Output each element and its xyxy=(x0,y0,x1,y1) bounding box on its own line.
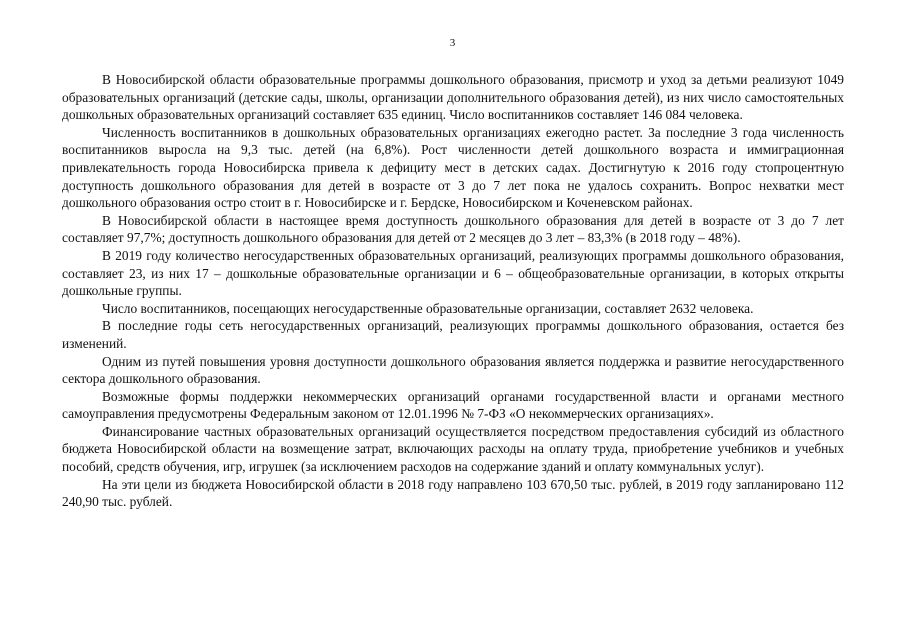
paragraph-6: В последние годы сеть негосударственных организаций, реализующих программы дошкольного образования, остается без изменений. xyxy=(62,318,844,351)
paragraph-1: В Новосибирской области образовательные программы дошкольного образования, присмотр и уход за детьми реализуют 1049 образовательных организаций (детские сады, школы, организации дополнительного образования детей), из них число самостоятельных дошкольных образовательных организаций составляет 635 единиц. Число воспитанников составляет 146 084 человека. xyxy=(62,72,844,123)
paragraph-9: Финансирование частных образовательных организаций осуществляется посредством предоставления субсидий из областного бюджета Новосибирской области на возмещение затрат, включающих расходы на оплату труда, приобретение учебников и учебных пособий, средств обучения, игр, игрушек (за исключением расходов на содержание зданий и оплату коммунальных услуг). xyxy=(62,423,844,475)
document-body xyxy=(62,71,844,511)
paragraph-4: В 2019 году количество негосударственных образовательных организаций, реализующих программы дошкольного образования, составляет 23, из них 17 – дошкольные образовательные организации и 6 – общеобразовательные организации, в которых открыты дошкольные группы. xyxy=(62,247,844,299)
paragraph-7: Одним из путей повышения уровня доступности дошкольного образования является поддержка и развитие негосударственного сектора дошкольного образования. xyxy=(62,353,844,387)
paragraph-2: Численность воспитанников в дошкольных образовательных организациях ежегодно растет. За последние 3 года численность воспитанников выросла на 9,3 тыс. детей (на 6,8%). Рост численности детей дошкольного возраста и иммиграционная привлекательность города Новосибирска привела к дефициту мест в детских садах. Достигнутую к 2016 году стопроцентную доступность дошкольного образования для детей в возрасте от 3 до 7 лет пока не удалось сохранить. Вопрос нехватки мест дошкольного образования остро стоит в г. Новосибирске и г. Бердске, Новосибирском и Коченевском районах. xyxy=(62,124,844,211)
paragraph-8: Возможные формы поддержки некоммерческих организаций органами государственной власти и органами местного самоуправления предусмотрены Федеральным законом от 12.01.1996 № 7-ФЗ «О некоммерческих организациях». xyxy=(62,388,844,422)
paragraph-3: В Новосибирской области в настоящее время доступность дошкольного образования для детей в возрасте от 3 до 7 лет составляет 97,7%; доступность дошкольного образования для детей от 2 месяцев до 3 лет – 83,3% (в 2018 году – 48%). xyxy=(62,212,844,246)
paragraph-5: Число воспитанников, посещающих негосударственные образовательные организации, составляет 2632 человека. xyxy=(102,300,754,316)
page-number: 3 xyxy=(449,37,456,49)
paragraph-10: На эти цели из бюджета Новосибирской области в 2018 году направлено 103 670,50 тыс. рублей, в 2019 году запланировано 112 240,90 тыс. рублей. xyxy=(62,476,844,510)
